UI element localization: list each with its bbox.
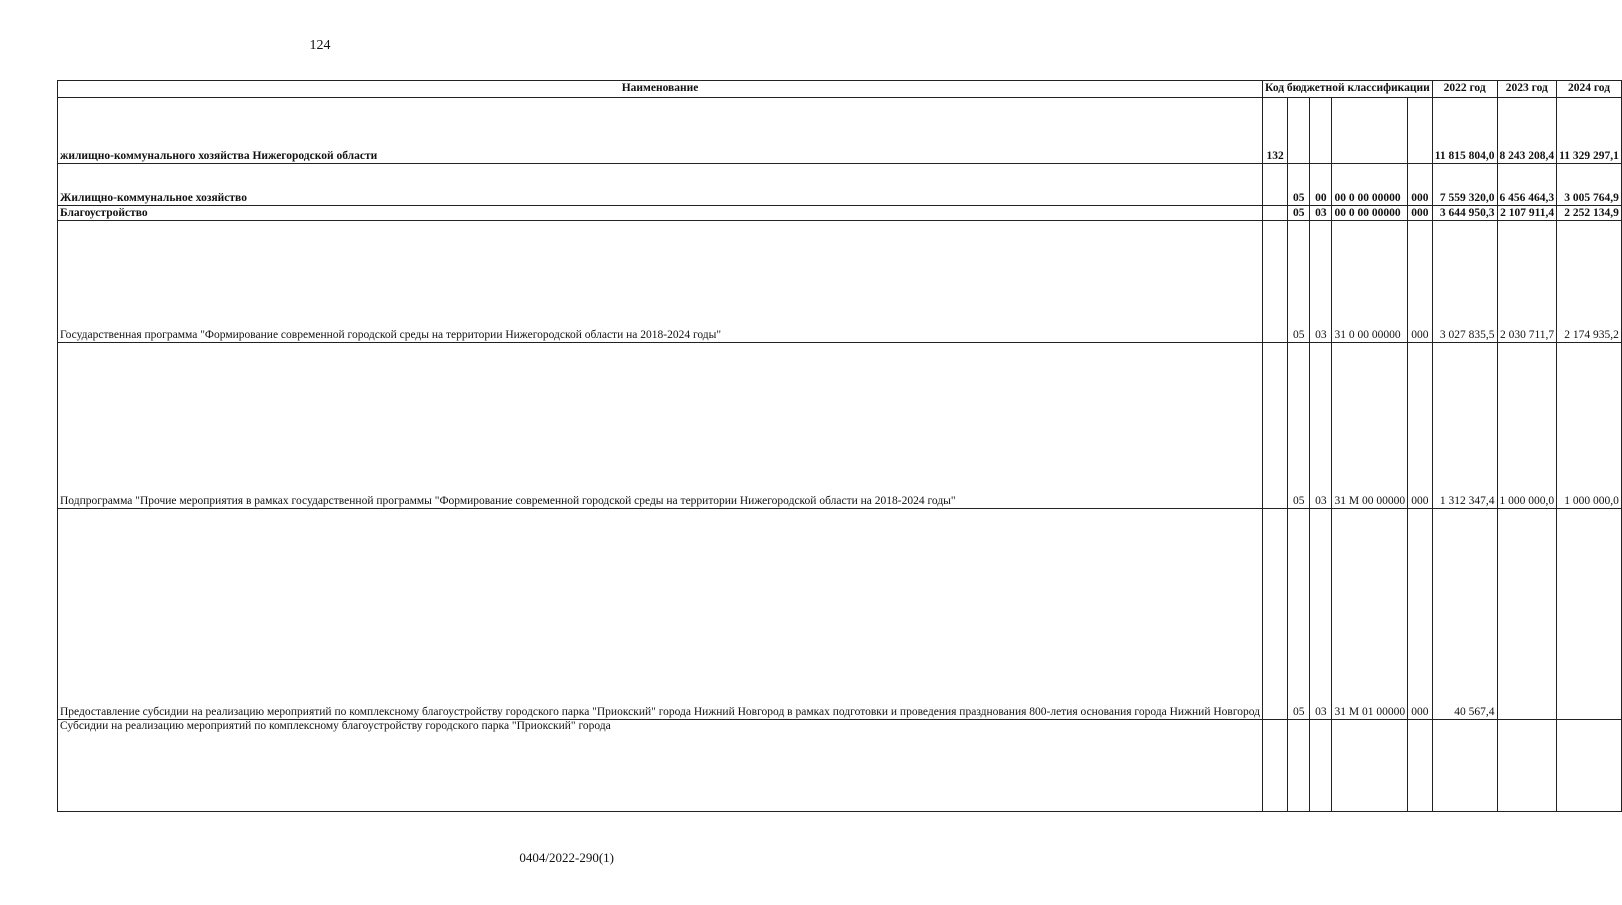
row-cs: 31 0 00 00000 — [1332, 221, 1408, 343]
row-cs — [1332, 720, 1408, 812]
row-2024 — [1557, 720, 1622, 812]
row-2024: 11 329 297,1 — [1557, 98, 1622, 164]
table-row — [58, 206, 1622, 221]
page-number: 124 — [309, 38, 331, 53]
table-row — [58, 720, 1622, 812]
row-ved — [1263, 720, 1288, 812]
row-2023 — [1497, 720, 1557, 812]
row-2023: 2 030 711,7 — [1497, 221, 1557, 343]
row-pr: 03 — [1310, 343, 1332, 509]
row-vr: 000 — [1408, 164, 1433, 206]
row-2024 — [1557, 509, 1622, 720]
row-2024: 2 252 134,9 — [1557, 206, 1622, 221]
header-code: Код бюджетной классификации — [1263, 81, 1433, 98]
row-pr: 00 — [1310, 164, 1332, 206]
budget-table — [57, 80, 1622, 812]
row-2024: 2 174 935,2 — [1557, 221, 1622, 343]
row-2023: 1 000 000,0 — [1497, 343, 1557, 509]
row-cs — [1332, 98, 1408, 164]
row-cs: 00 0 00 00000 — [1332, 206, 1408, 221]
row-2023: 8 243 208,4 — [1497, 98, 1557, 164]
row-rz: 05 — [1288, 509, 1310, 720]
row-ved — [1263, 509, 1288, 720]
row-rz: 05 — [1288, 206, 1310, 221]
row-ved — [1263, 206, 1288, 221]
row-vr — [1408, 98, 1433, 164]
table-row — [58, 98, 1622, 164]
row-rz: 05 — [1288, 343, 1310, 509]
row-rz: 05 — [1288, 221, 1310, 343]
row-name: Субсидии на реализацию мероприятий по комплексному благоустройству городского парка "Приокский" города — [58, 720, 1263, 812]
row-2022: 40 567,4 — [1432, 509, 1497, 720]
row-2022: 11 815 804,0 — [1432, 98, 1497, 164]
row-ved — [1263, 343, 1288, 509]
row-rz — [1288, 98, 1310, 164]
row-2022: 3 027 835,5 — [1432, 221, 1497, 343]
row-vr — [1408, 720, 1433, 812]
row-name: жилищно-коммунального хозяйства Нижегородской области — [58, 98, 1263, 164]
row-2022: 3 644 950,3 — [1432, 206, 1497, 221]
row-vr: 000 — [1408, 221, 1433, 343]
row-vr: 000 — [1408, 509, 1433, 720]
table-row — [58, 221, 1622, 343]
row-2022: 1 312 347,4 — [1432, 343, 1497, 509]
row-ved — [1263, 164, 1288, 206]
table-row — [58, 509, 1622, 720]
row-cs: 00 0 00 00000 — [1332, 164, 1408, 206]
row-pr: 03 — [1310, 509, 1332, 720]
row-cs: 31 М 00 00000 — [1332, 343, 1408, 509]
row-2023: 2 107 911,4 — [1497, 206, 1557, 221]
row-name: Государственная программа "Формирование современной городской среды на территории Нижегородской области на 2018-2024 годы" — [58, 221, 1263, 343]
row-pr: 03 — [1310, 221, 1332, 343]
row-vr: 000 — [1408, 206, 1433, 221]
row-cs: 31 М 01 00000 — [1332, 509, 1408, 720]
row-name: Предоставление субсидии на реализацию мероприятий по комплексному благоустройству городского парка "Приокский" города Нижний Новгород в рамках подготовки и проведения празднования 800-летия основания города Нижний Новгород — [58, 509, 1263, 720]
row-2023: 6 456 464,3 — [1497, 164, 1557, 206]
row-2023 — [1497, 509, 1557, 720]
header-2023: 2023 год — [1497, 81, 1557, 98]
row-2024: 1 000 000,0 — [1557, 343, 1622, 509]
row-ved — [1263, 221, 1288, 343]
document-code: 0404/2022-290(1) — [519, 850, 614, 865]
row-2024: 3 005 764,9 — [1557, 164, 1622, 206]
row-ved: 132 — [1263, 98, 1288, 164]
row-name: Благоустройство — [58, 206, 1263, 221]
row-2022 — [1432, 720, 1497, 812]
row-vr: 000 — [1408, 343, 1433, 509]
header-name: Наименование — [58, 81, 1263, 98]
header-2024: 2024 год — [1557, 81, 1622, 98]
row-pr — [1310, 98, 1332, 164]
row-name: Жилищно-коммунальное хозяйство — [58, 164, 1263, 206]
row-rz: 05 — [1288, 164, 1310, 206]
row-pr — [1310, 720, 1332, 812]
header-2022: 2022 год — [1432, 81, 1497, 98]
table-row — [58, 343, 1622, 509]
row-pr: 03 — [1310, 206, 1332, 221]
row-2022: 7 559 320,0 — [1432, 164, 1497, 206]
table-row — [58, 164, 1622, 206]
header-row — [58, 81, 1622, 98]
row-name: Подпрограмма "Прочие мероприятия в рамках государственной программы "Формирование современной городской среды на территории Нижегородской области на 2018-2024 годы" — [58, 343, 1263, 509]
row-rz — [1288, 720, 1310, 812]
